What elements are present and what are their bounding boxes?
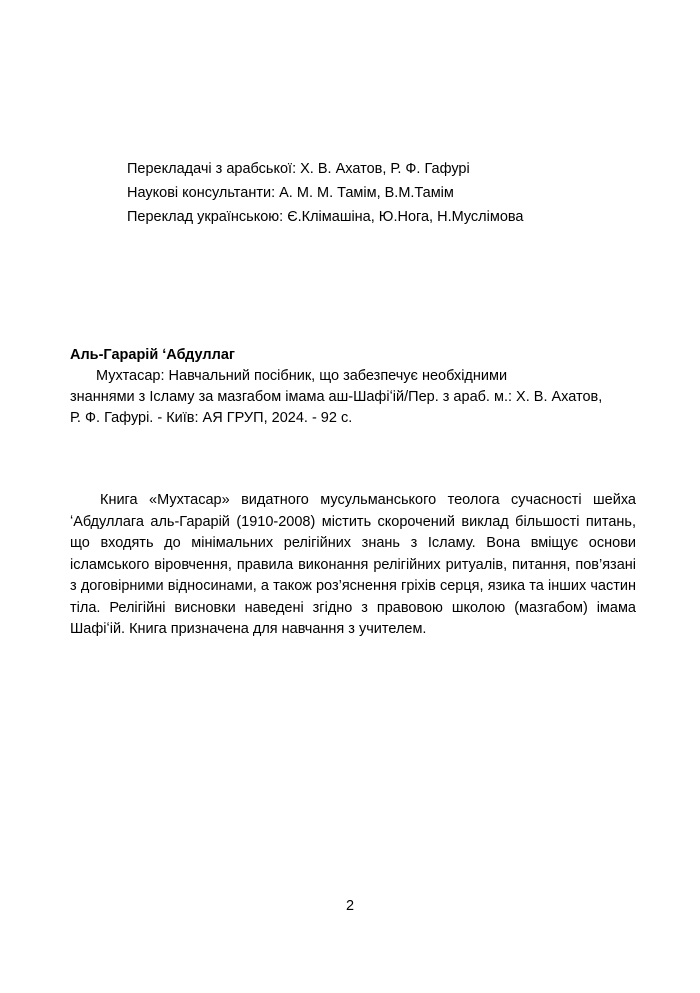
book-author: Аль-Гарарій ʻАбдуллаг [70,347,235,363]
consultants-line: Наукові консультанти: А. М. М. Тамім, В.М.Тамім [127,185,454,201]
page-number: 2 [345,898,355,914]
bibliographic-line-1: Мухтасар: Навчальний посібник, що забезпечує необхідними [96,368,508,384]
bibliographic-line-3: Р. Ф. Гафурі. - Київ: АЯ ГРУП, 2024. - 92 с. [70,410,353,426]
ukrainian-translation-line: Переклад українською: Є.Клімашіна, Ю.Нога, Н.Муслімова [127,209,524,225]
book-annotation: Книга «Мухтасар» видатного мусульманського теолога сучасності шейха ʻАбдуллага аль-Гарарій (1910-2008) містить скорочений виклад більшості питань, що входять до мінімальних релігійних знань з Ісламу. Вона вміщує основи ісламського віровчення, правила виконання релігійних ритуалів, питання, пов’язані з договірними відносинами, а також роз’яснення гріхів серця, язика та інших частин тіла. Релігійні висновки наведені згідно з правовою школою (мазгабом) імама Шафіʻій. Книга призначена для навчання з учителем. [70,492,636,637]
bibliographic-record [70,345,636,429]
translators-line: Перекладачі з арабської: Х. В. Ахатов, Р. Ф. Гафурі [127,161,470,177]
bibliographic-line-2: знаннями з Ісламу за мазгабом імама аш-Шафіʻій/Пер. з араб. м.: Х. В. Ахатов, [70,389,603,405]
credits-block [127,157,524,229]
